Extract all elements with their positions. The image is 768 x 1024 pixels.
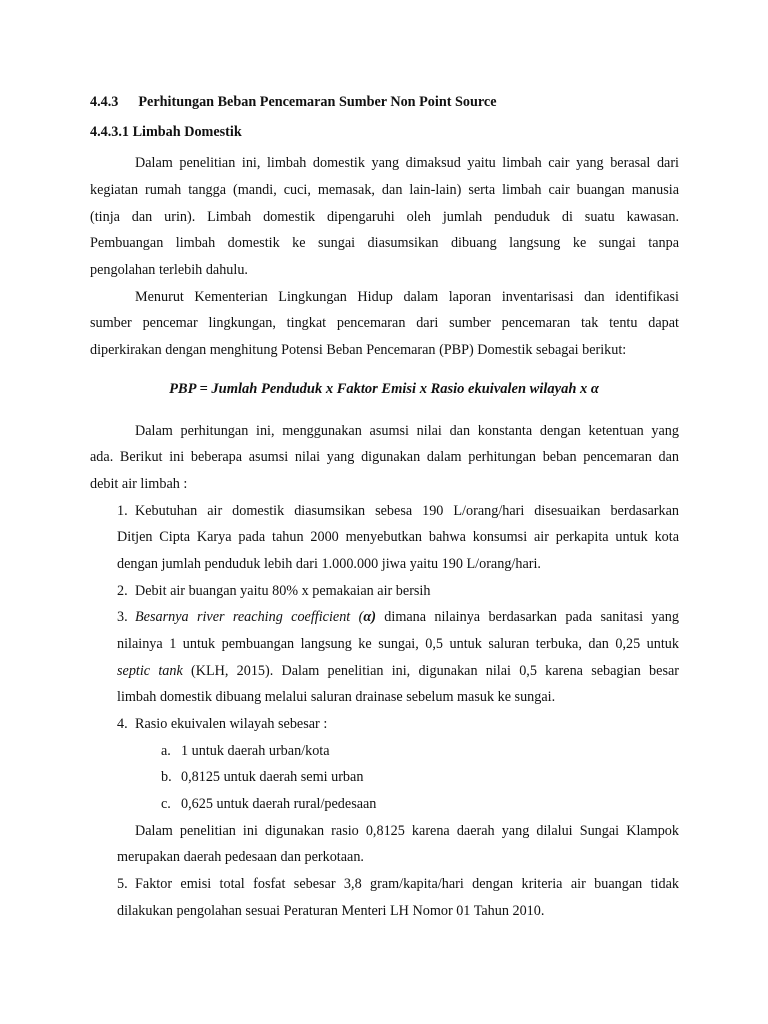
para1-line1: Dalam penelitian ini, limbah domestik yang dimaksud yaitu limbah cair yang berasal dari <box>135 155 679 171</box>
septic-tank-term: septic tank <box>117 663 183 679</box>
item4-sub-c-text: 0,625 untuk daerah rural/pedesaan <box>181 796 377 812</box>
para3-line2: ada. Berikut ini beberapa asumsi nilai yang digunakan dalam perhitungan beban pencemaran dan <box>90 449 679 465</box>
item2-line1: Debit air buangan yaitu 80% x pemakaian air bersih <box>135 583 431 599</box>
pbp-formula: PBP = Jumlah Penduduk x Faktor Emisi x Rasio ekuivalen wilayah x α <box>169 381 599 397</box>
item4-sub-c-letter: c. <box>161 796 171 812</box>
item4-sub-b-text: 0,8125 untuk daerah semi urban <box>181 769 364 785</box>
para4-line1: Dalam penelitian ini digunakan rasio 0,8125 karena daerah yang dilalui Sungai Klampok <box>135 823 679 839</box>
item3-line1 <box>135 609 679 626</box>
para2-line2: sumber pencemar lingkungan, tingkat pencemaran dari sumber pencemaran tak tentu dapat <box>90 315 679 331</box>
item5-line2: dilakukan pengolahan sesuai Peraturan Menteri LH Nomor 01 Tahun 2010. <box>117 903 545 919</box>
item4-sub-a-letter: a. <box>161 743 171 759</box>
para3-line1: Dalam perhitungan ini, menggunakan asumsi nilai dan konstanta dengan ketentuan yang <box>135 423 679 439</box>
item3-line1-rest: dimana nilainya berdasarkan pada sanitasi yang <box>375 609 679 625</box>
item4-number: 4. <box>117 716 128 732</box>
item1-line3: dengan jumlah penduduk lebih dari 1.000.000 jiwa yaitu 190 L/orang/hari. <box>117 556 541 572</box>
item3-line2: nilainya 1 untuk pembuangan langsung ke sungai, 0,5 untuk saluran terbuka, dan 0,25 untuk <box>117 636 679 652</box>
item3-line3-rest: (KLH, 2015). Dalam penelitian ini, digunakan nilai 0,5 karena sebagian besar <box>182 663 679 679</box>
item2-number: 2. <box>117 583 128 599</box>
item1-number: 1. <box>117 503 128 519</box>
item1-line1: Kebutuhan air domestik diasumsikan sebesa 190 L/orang/hari disesuaikan berdasarkan <box>135 503 679 519</box>
item1-line2: Ditjen Cipta Karya pada tahun 2000 menyebutkan bahwa konsumsi air perkapita untuk kota <box>117 529 679 545</box>
item4-line1: Rasio ekuivalen wilayah sebesar : <box>135 716 328 732</box>
sub-heading: 4.4.3.1 Limbah Domestik <box>90 124 242 140</box>
item3-line3 <box>117 663 679 680</box>
item5-number: 5. <box>117 876 128 892</box>
para1-line3: (tinja dan urin). Limbah domestik dipengaruhi oleh jumlah penduduk di suatu kawasan. <box>90 209 679 225</box>
para1-line4: Pembuangan limbah domestik ke sungai diasumsikan dibuang langsung ke sungai tanpa <box>90 235 679 251</box>
para1-line5: pengolahan terlebih dahulu. <box>90 262 248 278</box>
section-title: Perhitungan Beban Pencemaran Sumber Non Point Source <box>138 94 497 110</box>
item4-sub-b-letter: b. <box>161 769 172 785</box>
item3-number: 3. <box>117 609 128 625</box>
item3-italic-term: Besarnya river reaching coefficient ( <box>135 609 364 625</box>
section-number: 4.4.3 <box>90 94 119 110</box>
section-heading <box>90 94 497 111</box>
item5-line1: Faktor emisi total fosfat sebesar 3,8 gram/kapita/hari dengan kriteria air buangan tidak <box>135 876 679 892</box>
para4-line2: merupakan daerah pedesaan dan perkotaan. <box>117 849 364 865</box>
para1-line2: kegiatan rumah tangga (mandi, cuci, memasak, dan lain-lain) serta limbah cair buangan manusia <box>90 182 679 198</box>
item4-sub-a-text: 1 untuk daerah urban/kota <box>181 743 330 759</box>
alpha-symbol: α <box>363 609 372 625</box>
para2-line1: Menurut Kementerian Lingkungan Hidup dalam laporan inventarisasi dan identifikasi <box>135 289 679 305</box>
item3-line4: limbah domestik dibuang melalui saluran drainase sebelum masuk ke sungai. <box>117 689 556 705</box>
item3-close-paren: ) <box>371 609 376 625</box>
para2-line3: diperkirakan dengan menghitung Potensi Beban Pencemaran (PBP) Domestik sebagai berikut: <box>90 342 627 358</box>
para3-line3: debit air limbah : <box>90 476 188 492</box>
